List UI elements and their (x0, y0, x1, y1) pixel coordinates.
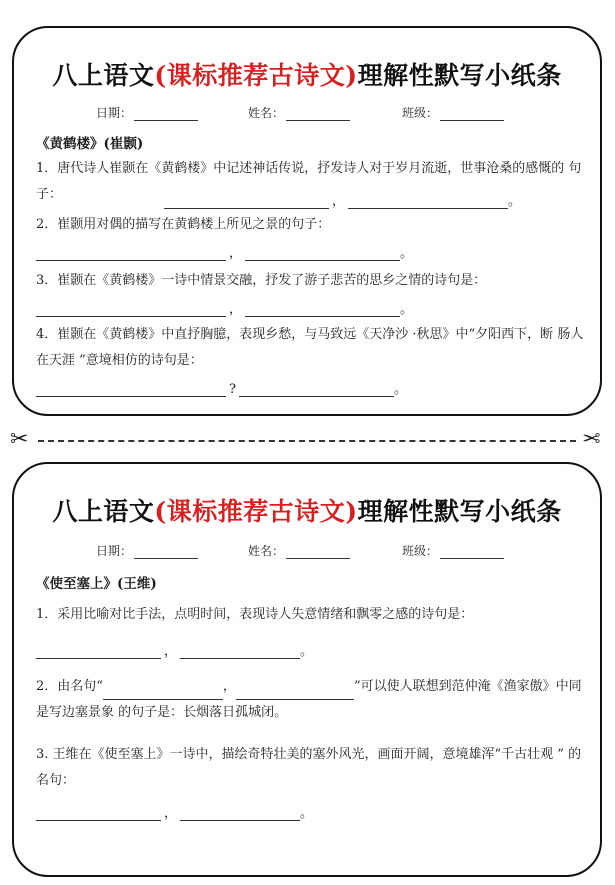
poem-title: 《黄鹤楼》(崔颢) (36, 136, 144, 152)
date-label: 日期： (96, 106, 133, 120)
answer-blank[interactable] (103, 684, 223, 700)
question-3: 3．崔颢在《黄鹤楼》一诗中情景交融，抒发了游子悲苦的思乡之情的诗句是： (36, 273, 487, 288)
answer-blank[interactable] (164, 193, 329, 209)
name-label: 姓名： (248, 544, 285, 558)
title-red: (课标推荐古诗文) (154, 497, 358, 526)
answer-blank[interactable] (239, 381, 394, 397)
card-title (14, 56, 600, 92)
scissors-icon: ✂ (10, 427, 29, 452)
answer-blank[interactable] (36, 381, 226, 397)
name-field[interactable] (286, 546, 350, 559)
question-3: 3. 王维在《使至塞上》一诗中，描绘奇特壮美的塞外风光，画面开阔，意境雄浑“千古壮观 ” 的名句： (36, 747, 582, 788)
answer-line-2: ， 。 (36, 242, 413, 262)
question-2: 2．崔颢用对偶的描写在黄鹤楼上所见之景的句子： (36, 217, 331, 232)
answer-blank[interactable] (36, 805, 161, 821)
worksheet-card-1 (12, 26, 602, 416)
answer-blank[interactable] (180, 805, 300, 821)
question-2: 2．由名句“ ， ”可以使人联想到范仲淹《渔家傲》中同是写边塞景象 的句子是：长烟落日孤城闭。 (36, 679, 582, 720)
answer-blank[interactable] (180, 643, 300, 659)
answer-line-3: ， 。 (36, 298, 413, 318)
title-prefix: 八上语文 (52, 497, 155, 526)
class-label: 班级： (402, 544, 439, 558)
title-prefix: 八上语文 (52, 61, 155, 90)
answer-blank[interactable] (348, 193, 508, 209)
answer-blank[interactable] (245, 245, 400, 261)
answer-blank[interactable] (36, 643, 161, 659)
title-red: (课标推荐古诗文) (154, 61, 358, 90)
answer-line-3: ， 。 (36, 802, 313, 822)
date-field[interactable] (134, 108, 198, 121)
answer-blank[interactable] (236, 684, 354, 700)
cut-line (38, 440, 576, 442)
scissors-icon: ✂ (582, 427, 601, 452)
date-field[interactable] (134, 546, 198, 559)
answer-line-1: ， 。 (36, 640, 313, 660)
class-field[interactable] (440, 108, 504, 121)
name-field[interactable] (286, 108, 350, 121)
question-4: 4．崔颢在《黄鹤楼》中直抒胸臆，表现乡愁，与马致远《天净沙 ·秋思》中“夕阳西下，断 肠人在天涯 ”意境相仿的诗句是： (36, 327, 584, 368)
poem-title: 《使至塞上》(王维) (36, 576, 157, 592)
answer-blank[interactable] (245, 301, 400, 317)
answer-blank[interactable] (36, 245, 226, 261)
question-1: 1．唐代诗人崔颢在《黄鹤楼》中记述神话传说，抒发诗人对于岁月流逝，世事沧桑的感慨的 句子： (36, 161, 582, 202)
worksheet-card-2 (12, 462, 602, 877)
title-suffix: 理解性默写小纸条 (357, 61, 562, 90)
date-label: 日期： (96, 544, 133, 558)
question-1: 1．采用比喻对比手法，点明时间，表现诗人失意情绪和飘零之感的诗句是： (36, 607, 474, 622)
answer-blank[interactable] (36, 301, 226, 317)
answer-line-4: ? 。 (36, 378, 407, 398)
answer-line-1: ， 。 (164, 190, 521, 210)
name-label: 姓名： (248, 106, 285, 120)
class-field[interactable] (440, 546, 504, 559)
class-label: 班级： (402, 106, 439, 120)
card-title (14, 492, 600, 528)
title-suffix: 理解性默写小纸条 (357, 497, 562, 526)
